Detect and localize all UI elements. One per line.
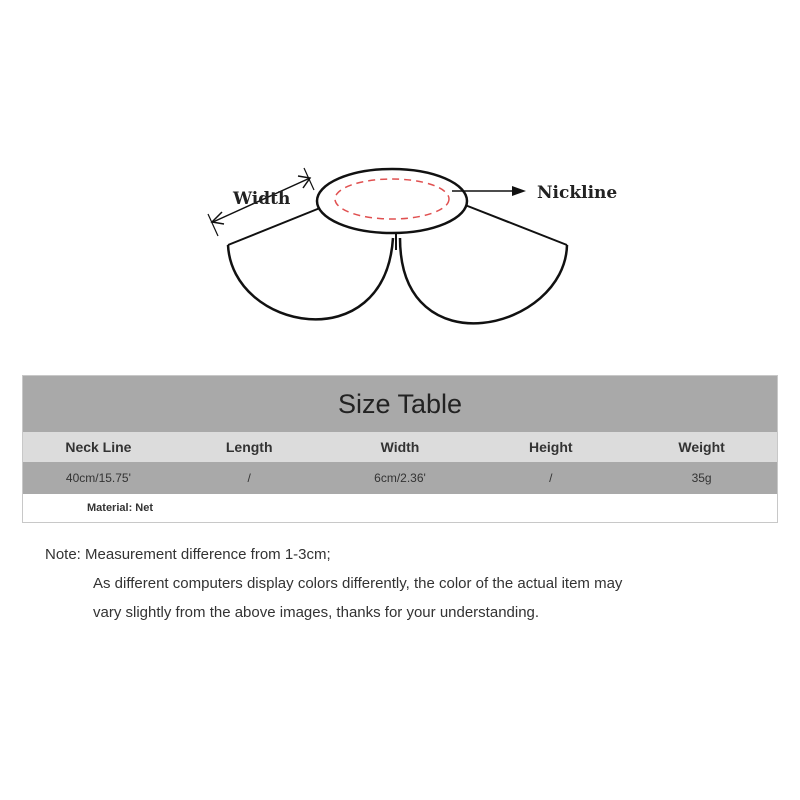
note-section [45, 540, 622, 627]
size-table [22, 375, 778, 523]
value-width: 6cm/2.36' [374, 471, 426, 485]
right-collar-piece [400, 238, 567, 323]
value-neck-line: 40cm/15.75' [65, 471, 131, 485]
header-height: Height [529, 439, 573, 455]
collar-illustration [0, 0, 800, 360]
value-weight: 35g [691, 471, 712, 485]
header-neck-line: Neck Line [65, 439, 132, 455]
header-weight: Weight [678, 439, 725, 455]
right-collar-top-edge [465, 205, 567, 245]
size-table-title: Size Table [23, 376, 777, 432]
material-row: Material: Net [23, 494, 777, 522]
width-label: Width [233, 189, 291, 209]
value-height: / [549, 471, 553, 485]
header-length: Length [225, 439, 273, 455]
note-line-1: Note: Measurement difference from 1-3cm; [45, 546, 331, 563]
neckline-label: Nickline [537, 183, 618, 203]
size-table-header-row [23, 432, 777, 462]
left-collar-top-edge [228, 208, 320, 245]
size-table-value-row [23, 462, 777, 494]
note-line-2: As different computers display colors differently, the color of the actual item may [93, 575, 623, 592]
note-line-3: vary slightly from the above images, thanks for your understanding. [93, 604, 540, 621]
header-width: Width [380, 439, 420, 455]
collar-diagram [0, 0, 800, 360]
neckline-arrow-head [512, 186, 526, 196]
width-tick-right [304, 168, 314, 190]
left-collar-piece [228, 238, 393, 319]
value-length: / [247, 471, 251, 485]
neckline-ellipse [317, 169, 467, 233]
